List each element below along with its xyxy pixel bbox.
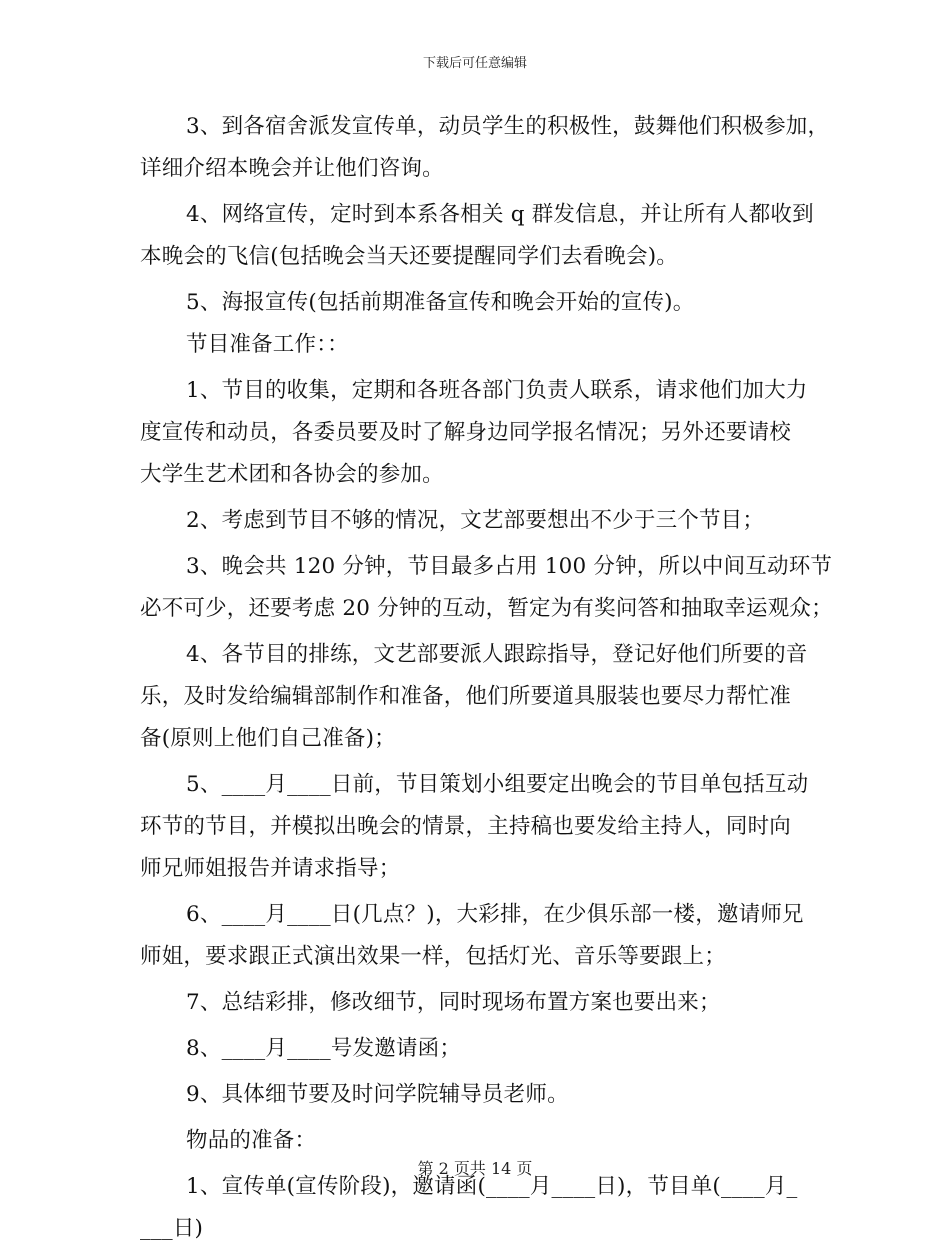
text-line: 大学生艺术团和各协会的参加。 <box>140 462 444 487</box>
text-line: 师兄师姐报告并请求指导； <box>140 856 401 881</box>
text-line: 备(原则上他们自己准备)； <box>140 726 396 751</box>
text-line: 3、到各宿舍派发宣传单，动员学生的积极性，鼓舞他们积极参加， <box>186 114 830 139</box>
text-line: 环节的节目，并模拟出晚会的情景，主持稿也要发给主持人，同时向 <box>140 814 792 839</box>
document-body <box>140 106 840 1250</box>
text-line: 7、总结彩排，修改细节，同时现场布置方案也要出来； <box>186 990 721 1015</box>
text-line: 9、具体细节要及时问学院辅导员老师。 <box>186 1082 569 1107</box>
text-line: 8、____月____号发邀请函； <box>186 1036 462 1061</box>
text-line: 4、网络宣传，定时到本系各相关 q 群发信息，并让所有人都收到 <box>186 202 814 227</box>
text-line: 节目准备工作：： <box>186 332 349 357</box>
text-line: 5、____月____日前，节目策划小组要定出晚会的节目单包括互动 <box>186 772 809 797</box>
text-line: 5、海报宣传(包括前期准备宣传和晚会开始的宣传)。 <box>186 290 695 315</box>
text-line: ___日) <box>140 1216 204 1241</box>
text-line: 1、节目的收集，定期和各班各部门负责人联系，请求他们加大力 <box>186 378 808 403</box>
text-line: 4、各节目的排练，文艺部要派人跟踪指导，登记好他们所要的音 <box>186 642 808 667</box>
page-footer: 第 2 页共 14 页 <box>417 1159 533 1178</box>
text-line: 度宣传和动员，各委员要及时了解身边同学报名情况；另外还要请校 <box>140 420 792 445</box>
text-line: 乐，及时发给编辑部制作和准备，他们所要道具服装也要尽力帮忙准 <box>140 684 792 709</box>
text-line: 6、____月____日(几点？)，大彩排，在少俱乐部一楼，邀请师兄 <box>186 902 804 927</box>
text-line: 详细介绍本晚会并让他们咨询。 <box>140 156 444 181</box>
text-line: 物品的准备： <box>186 1128 317 1153</box>
text-line: 师姐，要求跟正式演出效果一样，包括灯光、音乐等要跟上； <box>140 944 726 969</box>
text-line: 2、考虑到节目不够的情况，文艺部要想出不少于三个节目； <box>186 508 765 533</box>
text-line: 3、晚会共 120 分钟，节目最多占用 100 分钟，所以中间互动环节 <box>186 554 833 579</box>
text-line: 本晚会的飞信(包括晚会当天还要提醒同学们去看晚会)。 <box>140 244 678 269</box>
text-line: 1、宣传单(宣传阶段)，邀请函(____月____日)，节目单(____月_ <box>186 1174 798 1199</box>
text-line: 必不可少，还要考虑 20 分钟的互动，暂定为有奖问答和抽取幸运观众； <box>140 596 833 621</box>
page-header: 下载后可任意编辑 <box>422 56 527 71</box>
